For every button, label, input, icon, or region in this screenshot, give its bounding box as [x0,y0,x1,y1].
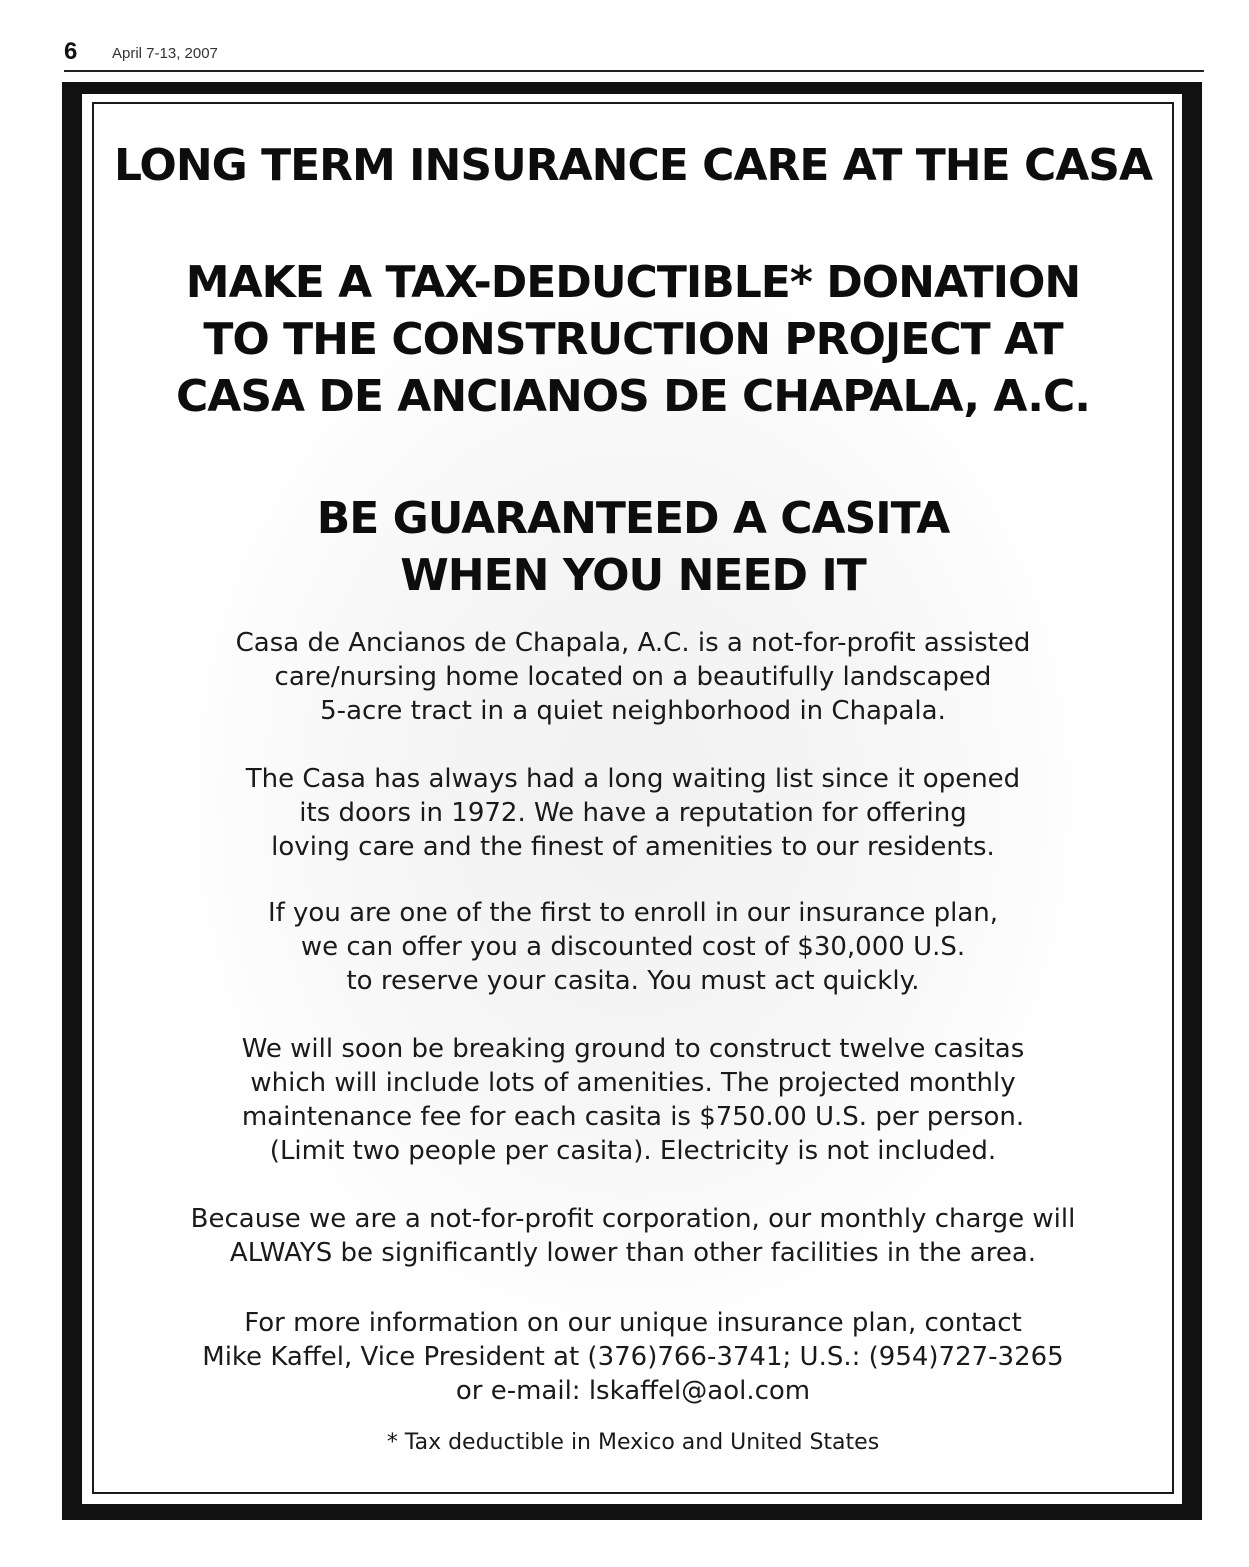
paragraph-line: to reserve your casita. You must act quickly. [346,966,920,996]
paragraph-line: The Casa has always had a long waiting list since it opened [245,764,1021,794]
advertisement-mat [82,94,1182,1504]
donation-heading-line: TO THE CONSTRUCTION PROJECT AT [203,314,1063,365]
paragraph-line: care/nursing home located on a beautifully landscaped [274,662,992,692]
guarantee-heading [94,490,1172,604]
guarantee-heading-line: BE GUARANTEED A CASITA [316,493,950,544]
about-paragraph [94,626,1172,728]
paragraph-line: its doors in 1972. We have a reputation for offering [299,798,967,828]
advertisement-box [92,102,1174,1494]
construction-paragraph [94,1032,1172,1168]
paragraph-line: maintenance fee for each casita is $750.00 U.S. per person. [241,1102,1025,1132]
advertisement-content [94,104,1172,1492]
paragraph-line: we can offer you a discounted cost of $30,000 U.S. [300,932,966,962]
paragraph-line: 5-acre tract in a quiet neighborhood in Chapala. [320,696,946,726]
paragraph-line: Casa de Ancianos de Chapala, A.C. is a not-for-profit assisted [235,628,1031,658]
paragraph-line: which will include lots of amenities. The projected monthly [250,1068,1016,1098]
donation-heading-line: MAKE A TAX-DEDUCTIBLE* DONATION [185,257,1081,308]
paragraph-line: We will soon be breaking ground to construct twelve casitas [241,1034,1025,1064]
paragraph-line: (Limit two people per casita). Electricity is not included. [269,1136,997,1166]
contact-paragraph [94,1306,1172,1408]
paragraph-line: ALWAYS be significantly lower than other facilities in the area. [229,1238,1037,1268]
donation-heading [94,254,1172,425]
donation-heading-line: CASA DE ANCIANOS DE CHAPALA, A.C. [176,371,1090,422]
paragraph-line: If you are one of the first to enroll in our insurance plan, [267,898,999,928]
tax-footnote: * Tax deductible in Mexico and United States [386,1430,880,1455]
guarantee-heading-line: WHEN YOU NEED IT [400,550,866,601]
issue-date: April 7-13, 2007 [112,45,218,62]
page-header [64,36,1204,72]
paragraph-line: For more information on our unique insurance plan, contact [244,1308,1022,1338]
offer-paragraph [94,896,1172,998]
paragraph-line: Because we are a not-for-profit corporation, our monthly charge will [190,1204,1076,1234]
advertisement-frame [62,82,1202,1520]
ad-headline: LONG TERM INSURANCE CARE AT THE CASA [113,140,1153,191]
paragraph-line: Mike Kaffel, Vice President at (376)766-3741; U.S.: (954)727-3265 [202,1342,1064,1372]
paragraph-line: loving care and the finest of amenities to our residents. [271,832,995,862]
history-paragraph [94,762,1172,864]
page-number: 6 [64,38,78,65]
paragraph-line: or e-mail: lskaffel@aol.com [455,1376,811,1406]
pricing-paragraph [94,1202,1172,1270]
